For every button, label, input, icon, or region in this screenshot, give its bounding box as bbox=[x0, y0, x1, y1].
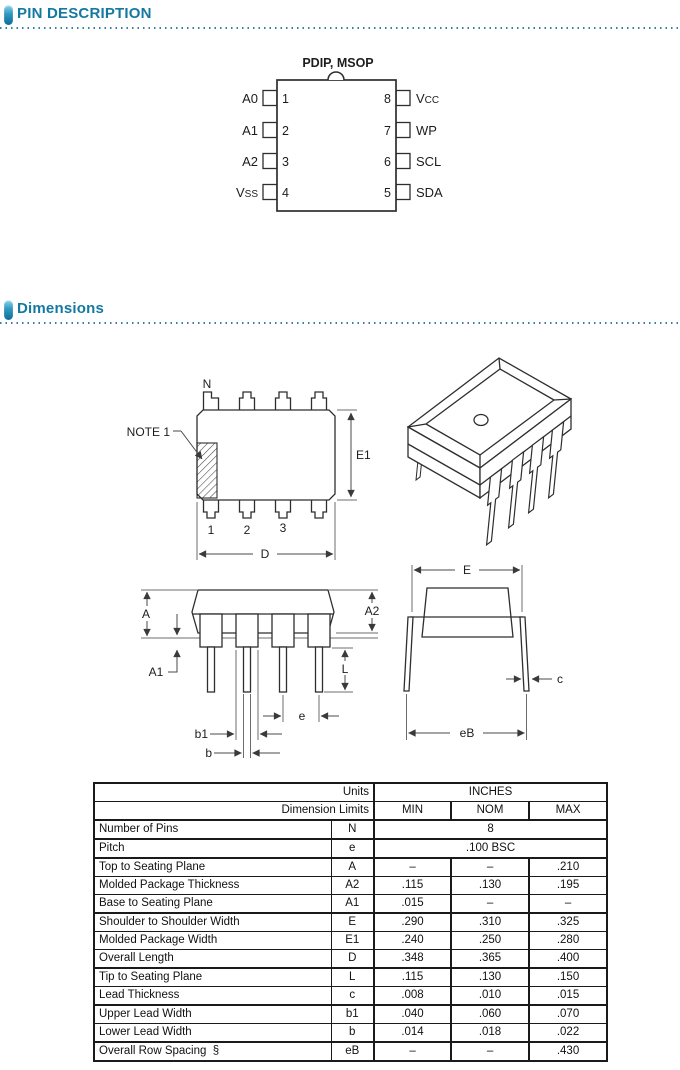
pin1-notch bbox=[328, 72, 344, 80]
side-view-drawing bbox=[139, 590, 383, 760]
pin-label: A1 bbox=[242, 123, 258, 138]
dim-a-label: A bbox=[141, 607, 151, 621]
table-row: Molded Package Thickness A2 .115 .130 .195 bbox=[94, 877, 607, 895]
dim-c-label: c bbox=[557, 672, 563, 686]
package-outline-top bbox=[197, 410, 335, 500]
pin-boxes-right bbox=[396, 91, 410, 200]
pin-number: 6 bbox=[384, 155, 391, 169]
note1-label: NOTE 1 bbox=[126, 425, 170, 439]
table-row-units bbox=[94, 783, 607, 802]
pin-number: 1 bbox=[282, 92, 289, 106]
table-row: Lower Lead Width b .014 .018 .022 bbox=[94, 1024, 607, 1043]
pin1-index-hatch bbox=[197, 443, 217, 498]
section-title: Dimensions bbox=[17, 300, 105, 317]
dimensions-table-container bbox=[93, 782, 608, 1062]
pin-label: SCL bbox=[416, 154, 442, 169]
table-row: Overall Row Spacing § eB – – .430 bbox=[94, 1042, 607, 1061]
pin-number-label: 2 bbox=[243, 523, 251, 537]
dim-e-label: e bbox=[298, 709, 306, 723]
pin-number-label: 1 bbox=[207, 523, 215, 537]
table-row: Base to Seating Plane A1 .015 – – bbox=[94, 895, 607, 914]
pin-number: 4 bbox=[282, 186, 289, 200]
col-header-max: MAX bbox=[529, 802, 607, 821]
col-header-min: MIN bbox=[374, 802, 451, 821]
pin-label: SDA bbox=[416, 185, 443, 200]
pin-count-label: N bbox=[202, 377, 212, 391]
table-row: Overall Length D .348 .365 .400 bbox=[94, 950, 607, 969]
dimension-limits-cell: Dimension Limits bbox=[94, 802, 374, 821]
section-title: PIN DESCRIPTION bbox=[17, 5, 152, 22]
dim-a2-label: A2 bbox=[364, 604, 380, 618]
units-header-cell: Units bbox=[94, 783, 374, 802]
dimensions-table bbox=[93, 782, 608, 1062]
dim-b-label: b bbox=[205, 746, 212, 760]
pin-label: VSS bbox=[235, 185, 258, 200]
body-3d bbox=[408, 358, 571, 498]
perspective-view-drawing bbox=[408, 358, 571, 545]
table-row: Upper Lead Width b1 .040 .060 .070 bbox=[94, 1005, 607, 1024]
col-header-nom: NOM bbox=[451, 802, 529, 821]
pin-boxes-left bbox=[263, 91, 277, 200]
dim-e1-label: E1 bbox=[356, 448, 371, 462]
table-row: Molded Package Width E1 .240 .250 .280 bbox=[94, 932, 607, 950]
pin-label: A0 bbox=[242, 91, 258, 106]
dim-eb-label: eB bbox=[459, 726, 475, 740]
pinout-diagram bbox=[236, 56, 443, 211]
pin-label: A2 bbox=[242, 154, 258, 169]
top-view-drawing bbox=[127, 377, 371, 561]
pin-number: 3 bbox=[282, 155, 289, 169]
dim-b1-label: b1 bbox=[194, 727, 208, 741]
pin-number: 5 bbox=[384, 186, 391, 200]
dim-e-label: E bbox=[462, 563, 472, 577]
table-row: Lead Thickness c .008 .010 .015 bbox=[94, 987, 607, 1006]
end-view-drawing bbox=[404, 563, 563, 740]
pin-number: 2 bbox=[282, 124, 289, 138]
table-row: Tip to Seating Plane L .115 .130 .150 bbox=[94, 968, 607, 987]
table-row: Pitch e .100 BSC bbox=[94, 839, 607, 858]
pin-label: VCC bbox=[416, 91, 440, 106]
pin-number: 7 bbox=[384, 124, 391, 138]
table-row: Number of Pins N 8 bbox=[94, 820, 607, 839]
table-row-dimension-limits bbox=[94, 802, 607, 821]
package-outline-end bbox=[422, 588, 513, 637]
ic-body bbox=[277, 80, 396, 211]
pin-number: 8 bbox=[384, 92, 391, 106]
table-row: Top to Seating Plane A – – .210 bbox=[94, 858, 607, 877]
dim-l-label: L bbox=[341, 662, 349, 676]
pin-number-label: 3 bbox=[279, 521, 287, 535]
dim-a1-label: A1 bbox=[148, 665, 164, 679]
pinout-title: PDIP, MSOP bbox=[302, 56, 374, 70]
dim-d-label: D bbox=[260, 547, 270, 561]
inches-header-cell: INCHES bbox=[374, 783, 607, 802]
table-row: Shoulder to Shoulder Width E .290 .310 .325 bbox=[94, 913, 607, 932]
pin-label: WP bbox=[416, 123, 437, 138]
